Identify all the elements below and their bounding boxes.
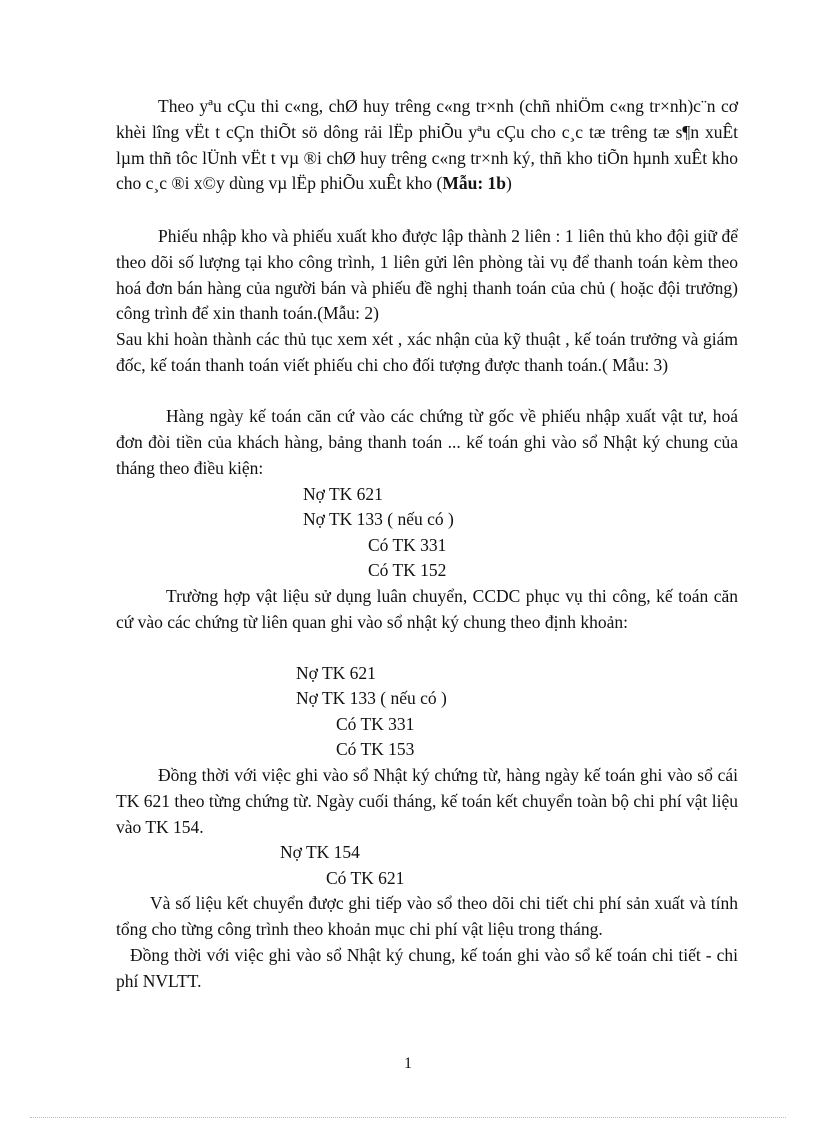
paragraph-8: Đồng thời với việc ghi vào sổ Nhật ký chung, kế toán ghi vào sổ kế toán chi tiết - chi phí NVLTT.: [116, 945, 738, 991]
journal-entry-credit: Có TK 621: [326, 868, 405, 888]
journal-entry-credit: Có TK 152: [368, 560, 447, 580]
paragraph-1-end: ): [506, 173, 512, 194]
journal-entry-debit: Nợ TK 621: [303, 484, 383, 504]
journal-entry-debit: Nợ TK 133 ( nếu có ): [296, 688, 447, 708]
paragraph-2: Phiếu nhập kho và phiếu xuất kho được lập thành 2 liên : 1 liên thủ kho đội giữ để theo dõi số lượng tại kho công trình, 1 liên gửi lên phòng tài vụ để thanh toán kèm theo hoá đơn bán hàng của người bán và phiếu đề nghị thanh toán của chủ ( hoặc đội trưởng) công trình để xin thanh toán.(Mẫu: 2): [116, 226, 738, 324]
page-number: 1: [404, 1055, 412, 1072]
journal-entry-debit: Nợ TK 154: [280, 842, 360, 862]
journal-entry-credit: Có TK 331: [336, 714, 415, 734]
journal-entry-debit: Nợ TK 621: [296, 663, 376, 683]
journal-entry-credit: Có TK 331: [368, 535, 447, 555]
paragraph-3: Sau khi hoàn thành các thủ tục xem xét , xác nhận của kỹ thuật , kế toán trưởng và giám đốc, kế toán thanh toán viết phiếu chi cho đối tượng được thanh toán.( Mẫu: 3): [116, 329, 738, 375]
paragraph-1: [116, 94, 738, 197]
paragraph-5: Trường hợp vật liệu sử dụng luân chuyển, CCDC phục vụ thi công, kế toán căn cứ vào các chứng từ liên quan ghi vào sổ nhật ký chung theo định khoản:: [116, 586, 738, 632]
paragraph-4: Hàng ngày kế toán căn cứ vào các chứng từ gốc về phiếu nhập xuất vật tư, hoá đơn đòi tiền của khách hàng, bảng thanh toán ... kế toán ghi vào sổ Nhật ký chung của tháng theo điều kiện:: [116, 406, 738, 478]
journal-entry-credit: Có TK 153: [336, 739, 415, 759]
journal-entry-debit: Nợ TK 133 ( nếu có ): [303, 509, 454, 529]
paragraph-1-text: Theo yªu cÇu thi c«ng, chØ huy trêng c«ng tr×nh (chñ nhiÖm c«ng tr×nh)c¨n cơ khèi lîng vËt t cÇn thiÕt sö dông rải lËp phiÕu yªu cÇu cho c¸c tæ trêng tæ s¶n xuÊt lµm thñ tôc lÜnh vËt t vµ ®i chØ huy trêng c«ng tr×nh ký, thñ kho tiÕn hµnh xuÊt kho cho c¸c ®i x©y dùng vµ lËp phiÕu xuÊt kho (: [116, 96, 738, 194]
form-reference-bold: Mẫu: 1b: [442, 173, 507, 194]
paragraph-6: Đồng thời với việc ghi vào sổ Nhật ký chứng từ, hàng ngày kế toán ghi vào sổ cái TK 621 theo từng chứng từ. Ngày cuối tháng, kế toán kết chuyển toàn bộ chi phí vật liệu vào TK 154.: [116, 765, 738, 837]
paragraph-7: Và số liệu kết chuyển được ghi tiếp vào sổ theo dõi chi tiết chi phí sản xuất và tính tổng cho từng công trình theo khoản mục chi phí vật liệu trong tháng.: [116, 893, 738, 939]
footer-divider: [30, 1117, 786, 1118]
